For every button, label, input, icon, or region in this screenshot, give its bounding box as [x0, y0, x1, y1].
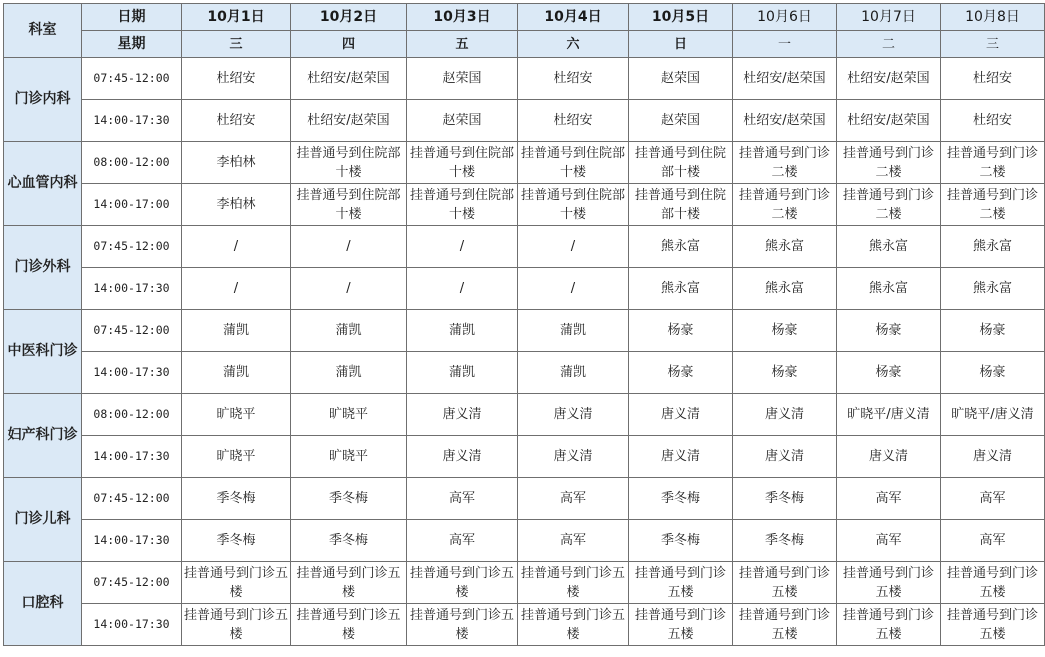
schedule-row	[4, 520, 1045, 562]
doctor-cell: 唐义清	[733, 394, 837, 436]
date-header-cell: 10月2日	[291, 4, 407, 31]
doctor-cell: 唐义清	[518, 394, 629, 436]
doctor-cell: 挂普通号到住院部十楼	[407, 142, 518, 184]
doctor-cell: 唐义清	[837, 436, 941, 478]
schedule-row	[4, 604, 1045, 646]
shift-time: 07:45-12:00	[82, 562, 182, 604]
doctor-cell: 挂普通号到住院部十楼	[407, 184, 518, 226]
doctor-cell: /	[182, 226, 291, 268]
doctor-cell: 蒲凯	[518, 310, 629, 352]
dept-column-header: 科室	[4, 4, 82, 58]
header-weekday-row	[4, 31, 1045, 58]
doctor-cell: 杜绍安/赵荣国	[733, 100, 837, 142]
doctor-cell: 唐义清	[518, 436, 629, 478]
doctor-cell: 熊永富	[837, 268, 941, 310]
doctor-cell: 赵荣国	[629, 58, 733, 100]
schedule-row	[4, 142, 1045, 184]
doctor-cell: 熊永富	[941, 268, 1045, 310]
doctor-cell: 季冬梅	[182, 478, 291, 520]
doctor-cell: 蒲凯	[182, 310, 291, 352]
doctor-cell: 挂普通号到住院部十楼	[291, 142, 407, 184]
schedule-row	[4, 100, 1045, 142]
doctor-cell: 熊永富	[941, 226, 1045, 268]
doctor-cell: 杨豪	[941, 310, 1045, 352]
doctor-cell: 挂普通号到门诊五楼	[837, 604, 941, 646]
weekday-header-cell: 四	[291, 31, 407, 58]
doctor-cell: 杜绍安	[518, 58, 629, 100]
date-header-cell: 10月8日	[941, 4, 1045, 31]
doctor-cell: /	[182, 268, 291, 310]
doctor-cell: 唐义清	[629, 436, 733, 478]
doctor-cell: 季冬梅	[733, 478, 837, 520]
doctor-cell: 杜绍安	[518, 100, 629, 142]
doctor-cell: /	[291, 226, 407, 268]
doctor-cell: 季冬梅	[629, 478, 733, 520]
doctor-cell: 挂普通号到门诊二楼	[941, 184, 1045, 226]
weekday-header-cell: 六	[518, 31, 629, 58]
doctor-cell: 挂普通号到住院部十楼	[291, 184, 407, 226]
doctor-cell: 挂普通号到门诊二楼	[941, 142, 1045, 184]
weekday-header-cell: 五	[407, 31, 518, 58]
doctor-cell: 唐义清	[733, 436, 837, 478]
doctor-cell: 挂普通号到门诊五楼	[182, 562, 291, 604]
shift-time: 14:00-17:30	[82, 436, 182, 478]
doctor-cell: 杨豪	[941, 352, 1045, 394]
doctor-cell: /	[407, 226, 518, 268]
doctor-cell: 杜绍安/赵荣国	[837, 100, 941, 142]
doctor-cell: 杨豪	[629, 310, 733, 352]
schedule-row	[4, 478, 1045, 520]
shift-time: 07:45-12:00	[82, 58, 182, 100]
doctor-cell: 挂普通号到住院部十楼	[518, 184, 629, 226]
schedule-row	[4, 58, 1045, 100]
doctor-cell: 李柏林	[182, 184, 291, 226]
weekday-header-cell: 三	[182, 31, 291, 58]
shift-time: 08:00-12:00	[82, 394, 182, 436]
doctor-cell: 杨豪	[733, 352, 837, 394]
doctor-cell: 高军	[941, 520, 1045, 562]
date-header-cell: 10月7日	[837, 4, 941, 31]
doctor-cell: 高军	[941, 478, 1045, 520]
doctor-cell: 挂普通号到门诊五楼	[518, 604, 629, 646]
doctor-cell: 挂普通号到住院部十楼	[629, 184, 733, 226]
date-header-cell: 10月4日	[518, 4, 629, 31]
date-label: 日期	[82, 4, 182, 31]
schedule-row	[4, 310, 1045, 352]
doctor-cell: 旷晓平/唐义清	[941, 394, 1045, 436]
schedule-row	[4, 226, 1045, 268]
doctor-cell: 熊永富	[733, 226, 837, 268]
doctor-cell: 熊永富	[629, 268, 733, 310]
doctor-cell: 蒲凯	[518, 352, 629, 394]
schedule-row	[4, 184, 1045, 226]
doctor-cell: 高军	[837, 478, 941, 520]
doctor-cell: 挂普通号到门诊二楼	[733, 142, 837, 184]
department-name: 口腔科	[4, 562, 82, 646]
doctor-cell: 李柏林	[182, 142, 291, 184]
doctor-cell: 挂普通号到住院部十楼	[518, 142, 629, 184]
doctor-cell: 挂普通号到门诊五楼	[837, 562, 941, 604]
shift-time: 08:00-12:00	[82, 142, 182, 184]
weekday-header-cell: 三	[941, 31, 1045, 58]
doctor-cell: 赵荣国	[629, 100, 733, 142]
shift-time: 14:00-17:00	[82, 184, 182, 226]
department-name: 心血管内科	[4, 142, 82, 226]
doctor-cell: /	[518, 226, 629, 268]
department-name: 门诊儿科	[4, 478, 82, 562]
doctor-cell: 唐义清	[629, 394, 733, 436]
date-header-cell: 10月1日	[182, 4, 291, 31]
doctor-cell: 旷晓平	[182, 436, 291, 478]
doctor-cell: 蒲凯	[291, 352, 407, 394]
schedule-row	[4, 436, 1045, 478]
schedule-table	[3, 3, 1045, 646]
shift-time: 07:45-12:00	[82, 226, 182, 268]
doctor-cell: 蒲凯	[182, 352, 291, 394]
doctor-cell: 挂普通号到门诊五楼	[629, 562, 733, 604]
doctor-cell: 杜绍安/赵荣国	[837, 58, 941, 100]
doctor-cell: 挂普通号到门诊五楼	[941, 604, 1045, 646]
shift-time: 14:00-17:30	[82, 520, 182, 562]
doctor-cell: 赵荣国	[407, 100, 518, 142]
doctor-cell: 杜绍安	[941, 58, 1045, 100]
date-header-cell: 10月5日	[629, 4, 733, 31]
doctor-cell: 挂普通号到门诊二楼	[837, 142, 941, 184]
doctor-cell: 杨豪	[733, 310, 837, 352]
doctor-cell: 熊永富	[837, 226, 941, 268]
department-name: 妇产科门诊	[4, 394, 82, 478]
department-name: 门诊外科	[4, 226, 82, 310]
doctor-cell: 高军	[518, 478, 629, 520]
doctor-cell: 挂普通号到门诊五楼	[518, 562, 629, 604]
doctor-cell: 杜绍安/赵荣国	[733, 58, 837, 100]
doctor-cell: 挂普通号到门诊五楼	[733, 562, 837, 604]
doctor-cell: 杜绍安	[182, 100, 291, 142]
doctor-cell: 旷晓平/唐义清	[837, 394, 941, 436]
doctor-cell: 杨豪	[837, 352, 941, 394]
weekday-header-cell: 一	[733, 31, 837, 58]
doctor-cell: 熊永富	[733, 268, 837, 310]
doctor-cell: 挂普通号到门诊五楼	[407, 604, 518, 646]
date-header-cell: 10月3日	[407, 4, 518, 31]
doctor-cell: 挂普通号到门诊五楼	[291, 604, 407, 646]
weekday-header-cell: 二	[837, 31, 941, 58]
shift-time: 14:00-17:30	[82, 352, 182, 394]
shift-time: 07:45-12:00	[82, 310, 182, 352]
doctor-cell: 蒲凯	[291, 310, 407, 352]
doctor-cell: 杜绍安	[182, 58, 291, 100]
doctor-cell: 蒲凯	[407, 310, 518, 352]
doctor-cell: 挂普通号到门诊五楼	[407, 562, 518, 604]
doctor-cell: 挂普通号到住院部十楼	[629, 142, 733, 184]
doctor-cell: 挂普通号到门诊二楼	[733, 184, 837, 226]
doctor-cell: 挂普通号到门诊五楼	[733, 604, 837, 646]
doctor-cell: 唐义清	[407, 436, 518, 478]
doctor-cell: 挂普通号到门诊五楼	[941, 562, 1045, 604]
shift-time: 14:00-17:30	[82, 604, 182, 646]
doctor-cell: 季冬梅	[733, 520, 837, 562]
department-name: 门诊内科	[4, 58, 82, 142]
doctor-cell: 杜绍安/赵荣国	[291, 58, 407, 100]
header-date-row	[4, 4, 1045, 31]
doctor-cell: 挂普通号到门诊二楼	[837, 184, 941, 226]
shift-time: 14:00-17:30	[82, 268, 182, 310]
doctor-cell: 熊永富	[629, 226, 733, 268]
doctor-cell: 高军	[837, 520, 941, 562]
schedule-row	[4, 268, 1045, 310]
schedule-body	[4, 4, 1045, 646]
doctor-cell: 旷晓平	[291, 436, 407, 478]
doctor-cell: 季冬梅	[291, 478, 407, 520]
doctor-cell: 杜绍安/赵荣国	[291, 100, 407, 142]
doctor-cell: 季冬梅	[291, 520, 407, 562]
date-header-cell: 10月6日	[733, 4, 837, 31]
doctor-cell: 高军	[407, 478, 518, 520]
doctor-cell: /	[291, 268, 407, 310]
shift-time: 14:00-17:30	[82, 100, 182, 142]
schedule-row	[4, 352, 1045, 394]
doctor-cell: 唐义清	[941, 436, 1045, 478]
doctor-cell: 高军	[407, 520, 518, 562]
doctor-cell: 挂普通号到门诊五楼	[182, 604, 291, 646]
doctor-cell: 旷晓平	[291, 394, 407, 436]
doctor-cell: 杜绍安	[941, 100, 1045, 142]
doctor-cell: /	[407, 268, 518, 310]
doctor-cell: 唐义清	[407, 394, 518, 436]
doctor-cell: 季冬梅	[629, 520, 733, 562]
doctor-cell: 蒲凯	[407, 352, 518, 394]
doctor-cell: 季冬梅	[182, 520, 291, 562]
doctor-cell: 赵荣国	[407, 58, 518, 100]
department-name: 中医科门诊	[4, 310, 82, 394]
doctor-cell: 挂普通号到门诊五楼	[291, 562, 407, 604]
weekday-header-cell: 日	[629, 31, 733, 58]
shift-time: 07:45-12:00	[82, 478, 182, 520]
doctor-cell: 高军	[518, 520, 629, 562]
doctor-cell: 杨豪	[629, 352, 733, 394]
doctor-cell: 挂普通号到门诊五楼	[629, 604, 733, 646]
doctor-cell: 旷晓平	[182, 394, 291, 436]
schedule-row	[4, 394, 1045, 436]
doctor-cell: /	[518, 268, 629, 310]
schedule-row	[4, 562, 1045, 604]
doctor-cell: 杨豪	[837, 310, 941, 352]
weekday-label: 星期	[82, 31, 182, 58]
